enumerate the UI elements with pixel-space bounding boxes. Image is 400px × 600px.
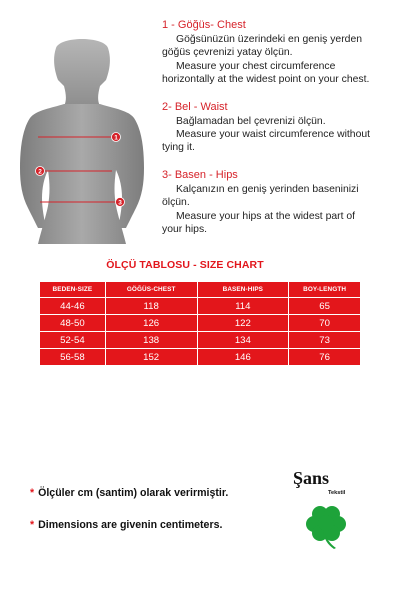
instruction-title: 2- Bel - Waist <box>162 100 228 113</box>
note-units-en <box>30 519 222 531</box>
cell-length: 73 <box>289 332 361 349</box>
header-length: BOY-LENGTH <box>289 282 361 298</box>
instruction-line: Göğsünüzün üzerindeki en geniş yerden <box>176 34 363 45</box>
note-star: * <box>30 519 35 531</box>
body-silhouette <box>8 38 156 244</box>
header-size: BEDEN-SIZE <box>40 282 106 298</box>
header-hips: BASEN-HIPS <box>197 282 289 298</box>
logo-subtitle: Tekstil <box>328 490 346 496</box>
cell-size: 44-46 <box>40 298 106 315</box>
waist-marker-number: 2 <box>38 168 42 176</box>
head-shape <box>54 39 110 106</box>
cell-size: 52-54 <box>40 332 106 349</box>
cell-hips: 122 <box>197 315 289 332</box>
chest-marker-number: 1 <box>114 134 118 142</box>
cell-hips: 134 <box>197 332 289 349</box>
table-row <box>40 315 361 332</box>
table-header-row <box>40 282 361 298</box>
instruction-line: Measure your hips at the widest part of <box>176 210 356 222</box>
instruction-line: your hips. <box>162 224 208 236</box>
cell-length: 76 <box>289 349 361 366</box>
note-units-tr <box>30 487 228 499</box>
measurement-instructions <box>162 18 396 249</box>
cell-size: 56-58 <box>40 349 106 366</box>
logo-name: Şans <box>293 468 330 488</box>
table-row <box>40 332 361 349</box>
instruction-line: Kalçanızın en geniş yerinden baseninizi <box>176 183 359 195</box>
instruction-chest <box>162 18 396 87</box>
cell-chest: 152 <box>105 349 197 366</box>
cell-hips: 146 <box>197 349 289 366</box>
instruction-line: göğüs çevrenizi yatay ölçün. <box>162 47 293 59</box>
size-chart-title-text: ÖLÇÜ TABLOSU - SIZE CHART <box>106 259 264 271</box>
cell-hips: 114 <box>197 298 289 315</box>
cell-length: 65 <box>289 298 361 315</box>
size-chart-table <box>39 281 361 366</box>
clover-icon <box>304 502 348 550</box>
table-row <box>40 298 361 315</box>
instruction-line: horizontally at the widest point on your chest. <box>162 74 370 86</box>
instruction-line: Measure your chest circumference <box>176 60 336 72</box>
instruction-line: Measure your waist circumference without <box>176 129 371 141</box>
note-star: * <box>30 487 35 499</box>
note-text: Ölçüler cm (santim) olarak verirmiştir. <box>38 487 229 499</box>
cell-chest: 138 <box>105 332 197 349</box>
cell-length: 70 <box>289 315 361 332</box>
instruction-line: tying it. <box>162 142 195 154</box>
header-chest: GÖĞÜS-CHEST <box>105 282 197 298</box>
size-chart-title <box>0 259 400 271</box>
table-row <box>40 349 361 366</box>
hips-marker-number: 3 <box>118 199 122 207</box>
instruction-title: 1 - Göğüs- Chest <box>162 19 246 31</box>
instruction-line: ölçün. <box>162 197 190 209</box>
instruction-hips <box>162 168 396 237</box>
cell-chest: 118 <box>105 298 197 315</box>
cell-chest: 126 <box>105 315 197 332</box>
note-text: Dimensions are givenin centimeters. <box>38 519 223 531</box>
instruction-line: Bağlamadan bel çevrenizi ölçün. <box>176 115 326 127</box>
instruction-title: 3- Basen - Hips <box>162 168 238 181</box>
brand-logo <box>290 468 370 558</box>
cell-size: 48-50 <box>40 315 106 332</box>
instruction-waist <box>162 100 396 155</box>
